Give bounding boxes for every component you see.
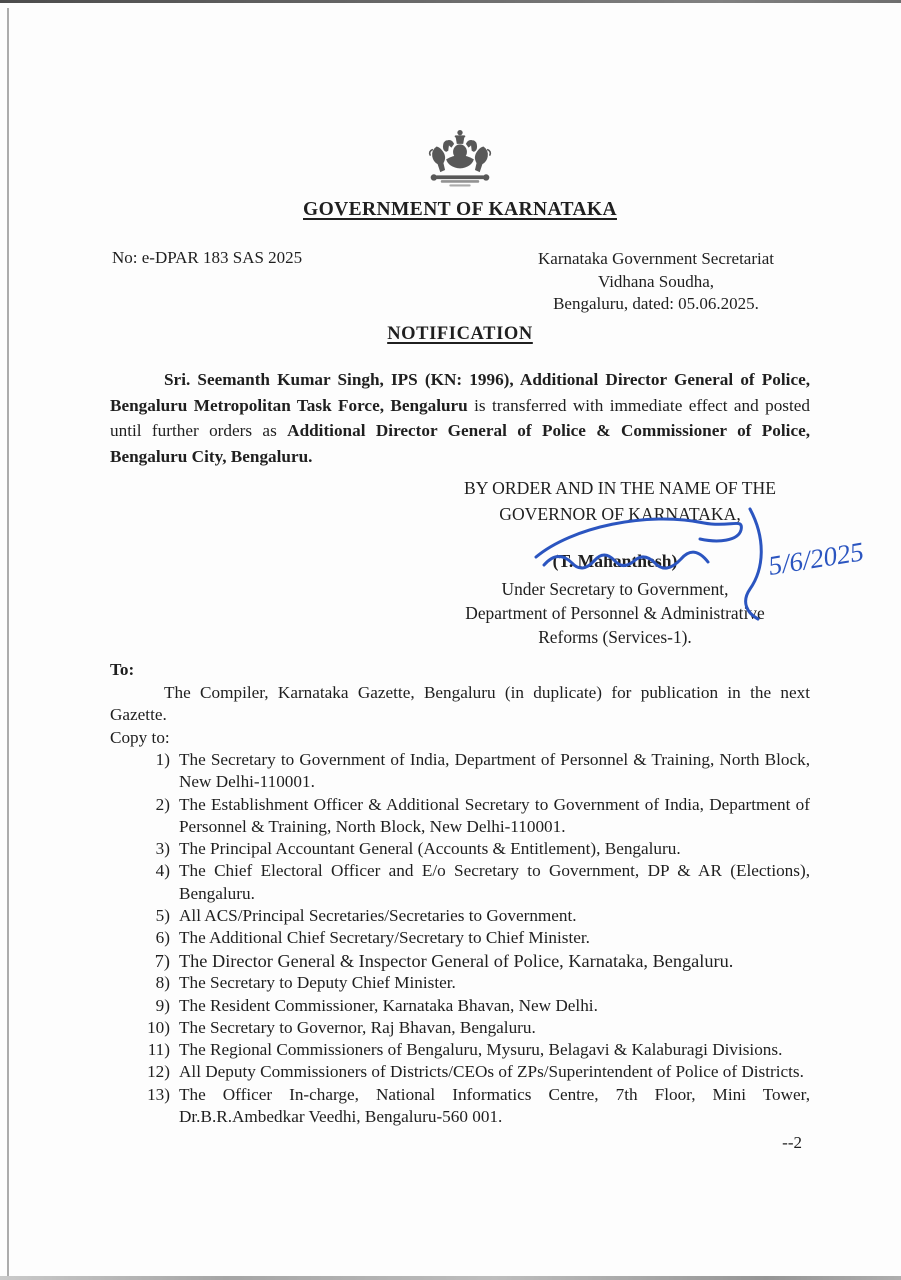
- item-text: The Officer In-charge, National Informatics Centre, 7th Floor, Mini Tower, Dr.B.R.Ambedkar Veedhi, Bengaluru-560 001.: [179, 1084, 810, 1127]
- item-number: 3): [155, 839, 170, 859]
- by-order-line2: GOVERNOR OF KARNATAKA,: [499, 503, 741, 524]
- item-number: 12): [147, 1062, 170, 1082]
- item-text: The Secretary to Government of India, Department of Personnel & Training, North Block, New Delhi-110001.: [179, 750, 810, 792]
- copy-to-item: [110, 794, 810, 839]
- copy-to-list: [110, 749, 810, 1128]
- item-text: All ACS/Principal Secretaries/Secretaries to Government.: [179, 906, 577, 926]
- item-text: The Principal Accountant General (Accounts & Entitlement), Bengaluru.: [179, 839, 681, 859]
- item-text: The Chief Electoral Officer and E/o Secretary to Government, DP & AR (Elections), Bengaluru.: [179, 861, 810, 903]
- item-text: The Secretary to Deputy Chief Minister.: [179, 973, 456, 993]
- signature-date: 5/6/2025: [766, 536, 866, 581]
- copy-to-item: [110, 860, 810, 905]
- copy-to-item: [110, 1017, 810, 1039]
- karnataka-state-emblem-icon: [428, 128, 492, 196]
- to-label: To:: [110, 660, 135, 679]
- item-text: All Deputy Commissioners of Districts/CEOs of ZPs/Superintendent of Police of Districts.: [179, 1062, 804, 1082]
- item-text: The Director General & Inspector General of Police, Karnataka, Bengaluru.: [179, 950, 734, 971]
- officer-name-and-post: Sri. Seemanth Kumar Singh, IPS (KN: 1996), Additional Director General of Police, Bengaluru Metropolitan Task Force, Bengaluru: [110, 370, 810, 415]
- item-number: 9): [155, 995, 170, 1015]
- copy-to-item: [110, 995, 810, 1017]
- item-number: 1): [155, 750, 170, 769]
- letterhead: [110, 0, 810, 221]
- copy-to-item: [110, 927, 810, 949]
- to-addressee: The Compiler, Karnataka Gazette, Bengaluru (in duplicate) for publication in the next Gazette.: [110, 682, 810, 724]
- designation-line2: Department of Personnel & Administrative: [465, 603, 765, 623]
- item-number: 10): [147, 1017, 170, 1037]
- copy-to-item: [110, 1061, 810, 1083]
- scan-edge-left: [7, 8, 9, 1276]
- secretariat-line1: Karnataka Government Secretariat: [538, 249, 774, 268]
- item-text: The Additional Chief Secretary/Secretary to Chief Minister.: [179, 928, 590, 948]
- copy-to-item: [110, 972, 810, 994]
- new-post: Additional Director General of Police & Commissioner of Police, Bengaluru City, Bengaluru.: [110, 421, 810, 466]
- item-text: The Establishment Officer & Additional Secretary to Government of India, Department of Personnel & Training, North Block, New Delhi-110001.: [179, 794, 810, 836]
- copy-to-item: [110, 905, 810, 927]
- secretariat-address: [518, 248, 794, 316]
- scan-edge-bottom: [0, 1276, 901, 1280]
- copy-to-item: [110, 1084, 810, 1129]
- reference-row: [110, 248, 810, 318]
- item-number: 6): [155, 928, 170, 948]
- designation-line1: Under Secretary to Government,: [501, 579, 729, 599]
- page-number: --2: [782, 1133, 802, 1152]
- item-text: The Secretary to Governor, Raj Bhavan, Bengaluru.: [179, 1017, 536, 1037]
- notification-body: [110, 367, 810, 469]
- copy-to-item: [110, 1039, 810, 1061]
- copy-to-item: [110, 950, 810, 973]
- secretariat-line2: Vidhana Soudha,: [597, 271, 715, 291]
- secretariat-date-line: Bengaluru, dated: 05.06.2025.: [553, 294, 759, 313]
- item-text: The Resident Commissioner, Karnataka Bhavan, New Delhi.: [179, 995, 598, 1015]
- item-text: The Regional Commissioners of Bengaluru, Mysuru, Belagavi & Kalaburagi Divisions.: [179, 1040, 783, 1060]
- government-title: GOVERNMENT OF KARNATAKA: [303, 199, 617, 220]
- signature-block: [110, 527, 866, 655]
- by-order-line1: BY ORDER AND IN THE NAME OF THE: [464, 478, 776, 498]
- copy-to-label: Copy to:: [110, 727, 170, 747]
- item-number: 13): [147, 1084, 170, 1104]
- signatory-name: (T. Mahanthesh): [552, 551, 678, 571]
- notification-heading: NOTIFICATION: [387, 324, 533, 344]
- item-number: 5): [155, 906, 170, 926]
- item-number: 4): [155, 861, 170, 881]
- item-number: 11): [147, 1040, 170, 1060]
- item-number: 8): [155, 973, 170, 993]
- document-page: [110, 0, 866, 1128]
- copy-to-item: [110, 749, 810, 794]
- transfer-clause: is transferred with immediate effect and posted until further orders as: [110, 395, 810, 440]
- designation-line3: Reforms (Services-1).: [538, 627, 692, 647]
- item-number: 2): [155, 794, 170, 814]
- handwritten-signature: [522, 503, 867, 628]
- reference-number: No: e-DPAR 183 SAS 2025: [112, 248, 303, 267]
- item-number: 7): [154, 950, 170, 971]
- copy-to-item: [110, 838, 810, 860]
